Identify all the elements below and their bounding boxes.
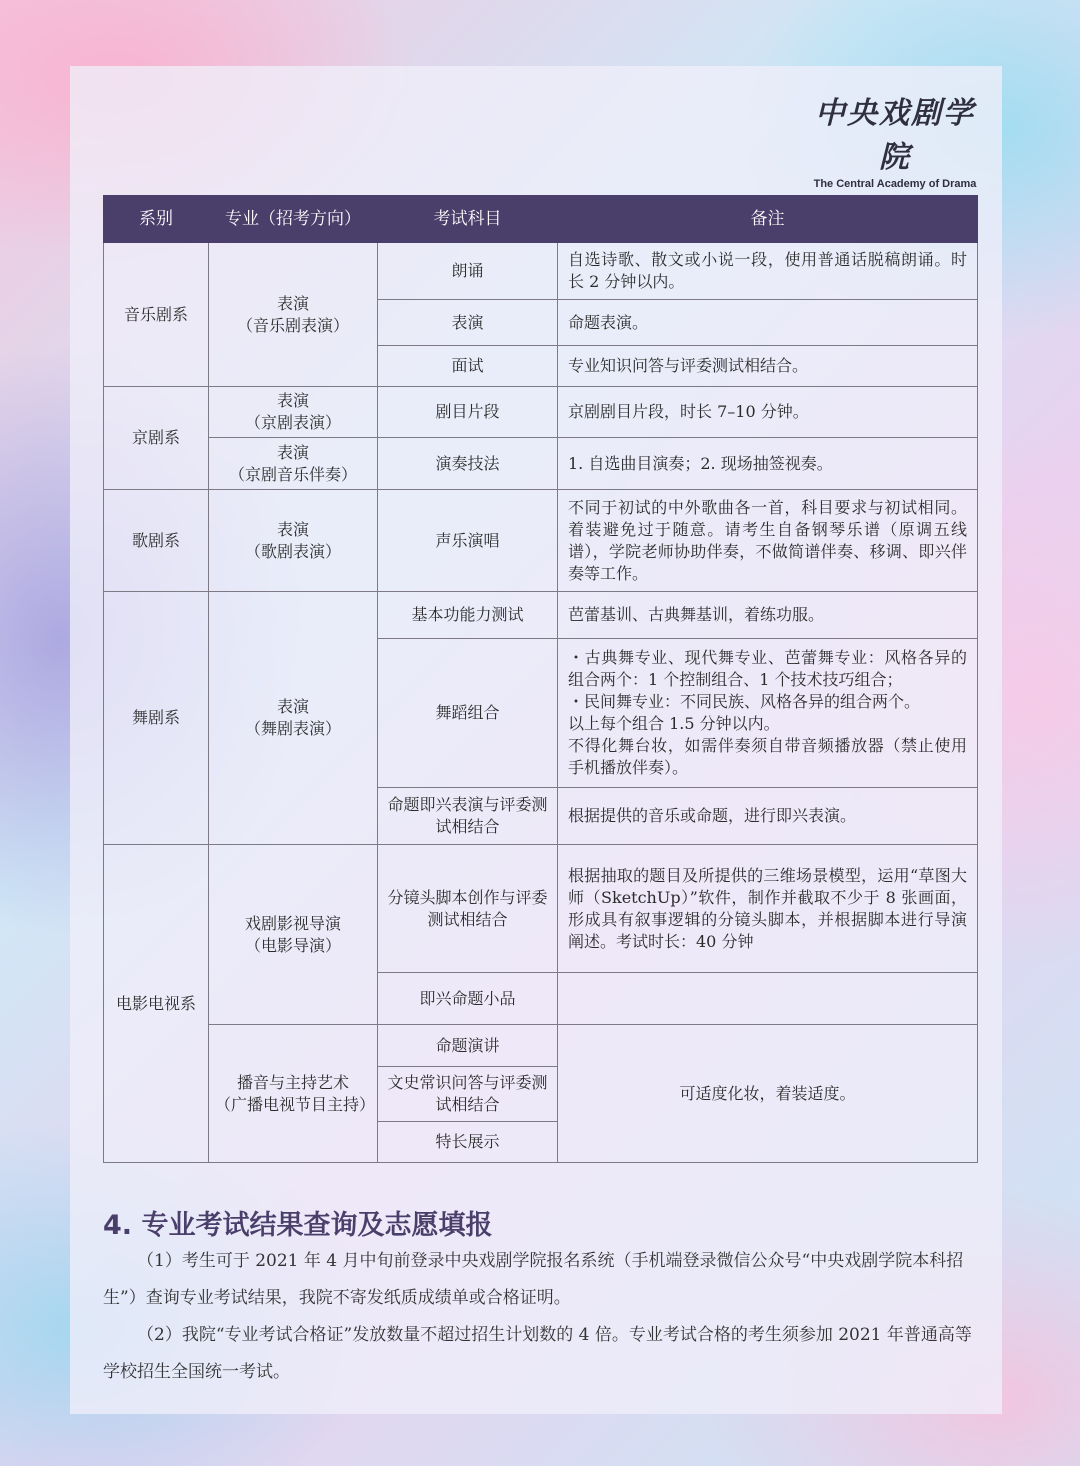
academy-logo	[805, 88, 985, 190]
note-cell: 1. 自选曲目演奏；2. 现场抽签视奏。	[558, 438, 978, 490]
table-row	[104, 438, 978, 490]
note-cell: 根据提供的音乐或命题，进行即兴表演。	[558, 788, 978, 845]
subject-cell: 文史常识问答与评委测试相结合	[378, 1067, 558, 1122]
subject-cell: 命题即兴表演与评委测试相结合	[378, 788, 558, 845]
major-line: （京剧音乐伴奏）	[228, 464, 357, 484]
logo-english-text: The Central Academy of Drama	[813, 178, 977, 190]
major-line: （音乐剧表演）	[236, 315, 349, 335]
subject-cell: 舞蹈组合	[378, 639, 558, 788]
note-cell: 芭蕾基训、古典舞基训，着练功服。	[558, 592, 978, 639]
major-line: 表演	[276, 442, 309, 462]
note-line: 以上每个组合 1.5 分钟以内。	[568, 714, 780, 733]
note-cell: 不同于初试的中外歌曲各一首，科目要求与初试相同。着装避免过于随意。请考生自备钢琴乐谱（原调五线谱），学院老师协助伴奏，不做简谱伴奏、移调、即兴伴奏等工作。	[558, 490, 978, 592]
major-line: 表演	[276, 519, 309, 539]
exam-subjects-table	[103, 195, 978, 1163]
dept-cell: 歌剧系	[104, 490, 209, 592]
subject-cell: 即兴命题小品	[378, 973, 558, 1025]
paragraph-2: （2）我院“专业考试合格证”发放数量不超过招生计划数的 4 倍。专业考试合格的考生须参加 2021 年普通高等学校招生全国统一考试。	[103, 1325, 972, 1382]
header-note: 备注	[558, 196, 978, 243]
dept-cell: 京剧系	[104, 387, 209, 490]
note-cell	[558, 973, 978, 1025]
header-department: 系别	[104, 196, 209, 243]
major-cell	[209, 592, 378, 845]
major-line: 播音与主持艺术	[236, 1072, 349, 1092]
major-line: （电影导演）	[244, 935, 341, 955]
table-row	[104, 490, 978, 592]
subject-cell: 朗诵	[378, 243, 558, 300]
major-cell	[209, 845, 378, 1025]
dept-cell: 舞剧系	[104, 592, 209, 845]
subject-cell: 命题演讲	[378, 1025, 558, 1067]
major-cell	[209, 438, 378, 490]
header-major: 专业（招考方向）	[209, 196, 378, 243]
major-cell	[209, 1025, 378, 1163]
note-cell: 命题表演。	[558, 300, 978, 346]
subject-cell: 分镜头脚本创作与评委测试相结合	[378, 845, 558, 973]
major-cell	[209, 243, 378, 387]
major-line: （广播电视节目主持）	[215, 1094, 376, 1114]
major-line: 表演	[276, 293, 309, 313]
subject-cell: 基本功能力测试	[378, 592, 558, 639]
major-line: （歌剧表演）	[244, 541, 341, 561]
subject-cell: 演奏技法	[378, 438, 558, 490]
table-row	[104, 387, 978, 438]
table-header-row	[104, 196, 978, 243]
note-line: 不得化舞台妆，如需伴奏须自带音频播放器（禁止使用手机播放伴奏）。	[568, 736, 967, 777]
subject-cell: 剧目片段	[378, 387, 558, 438]
major-cell	[209, 490, 378, 592]
major-line: 表演	[276, 391, 309, 410]
subject-cell: 特长展示	[378, 1122, 558, 1163]
dept-cell: 电影电视系	[104, 845, 209, 1163]
note-cell: 根据抽取的题目及所提供的三维场景模型，运用“草图大师（SketchUp）”软件，制作并截取不少于 8 张画面，形成具有叙事逻辑的分镜头脚本，并根据脚本进行导演阐述。考试时长：40 分钟	[558, 845, 978, 973]
note-cell: 自选诗歌、散文或小说一段，使用普通话脱稿朗诵。时长 2 分钟以内。	[558, 243, 978, 300]
note-line: ・民间舞专业：不同民族、风格各异的组合两个。	[568, 692, 921, 711]
subject-cell: 声乐演唱	[378, 490, 558, 592]
major-line: （京剧表演）	[244, 413, 341, 432]
table-row	[104, 243, 978, 300]
table-row	[104, 845, 978, 973]
note-cell	[558, 639, 978, 788]
note-line: ・古典舞专业、现代舞专业、芭蕾舞专业：风格各异的组合两个：1 个控制组合、1 个技术技巧组合；	[568, 648, 967, 689]
header-subject: 考试科目	[378, 196, 558, 243]
dept-cell: 音乐剧系	[104, 243, 209, 387]
major-cell	[209, 387, 378, 438]
table-row	[104, 1025, 978, 1067]
section-title: 4. 专业考试结果查询及志愿填报	[103, 1210, 493, 1241]
note-cell: 京剧剧目片段，时长 7–10 分钟。	[558, 387, 978, 438]
note-cell: 可适度化妆，着装适度。	[558, 1025, 978, 1163]
major-line: 表演	[276, 697, 309, 716]
table-row	[104, 592, 978, 639]
major-line: 戏剧影视导演	[244, 913, 341, 933]
subject-cell: 表演	[378, 300, 558, 346]
logo-chinese-text: 中央戏剧学院	[815, 96, 975, 175]
major-line: （舞剧表演）	[244, 719, 341, 738]
subject-cell: 面试	[378, 346, 558, 387]
paragraph-1: （1）考生可于 2021 年 4 月中旬前登录中央戏剧学院报名系统（手机端登录微信公众号“中央戏剧学院本科招生”）查询专业考试结果，我院不寄发纸质成绩单或合格证明。	[103, 1251, 964, 1308]
note-cell: 专业知识问答与评委测试相结合。	[558, 346, 978, 387]
